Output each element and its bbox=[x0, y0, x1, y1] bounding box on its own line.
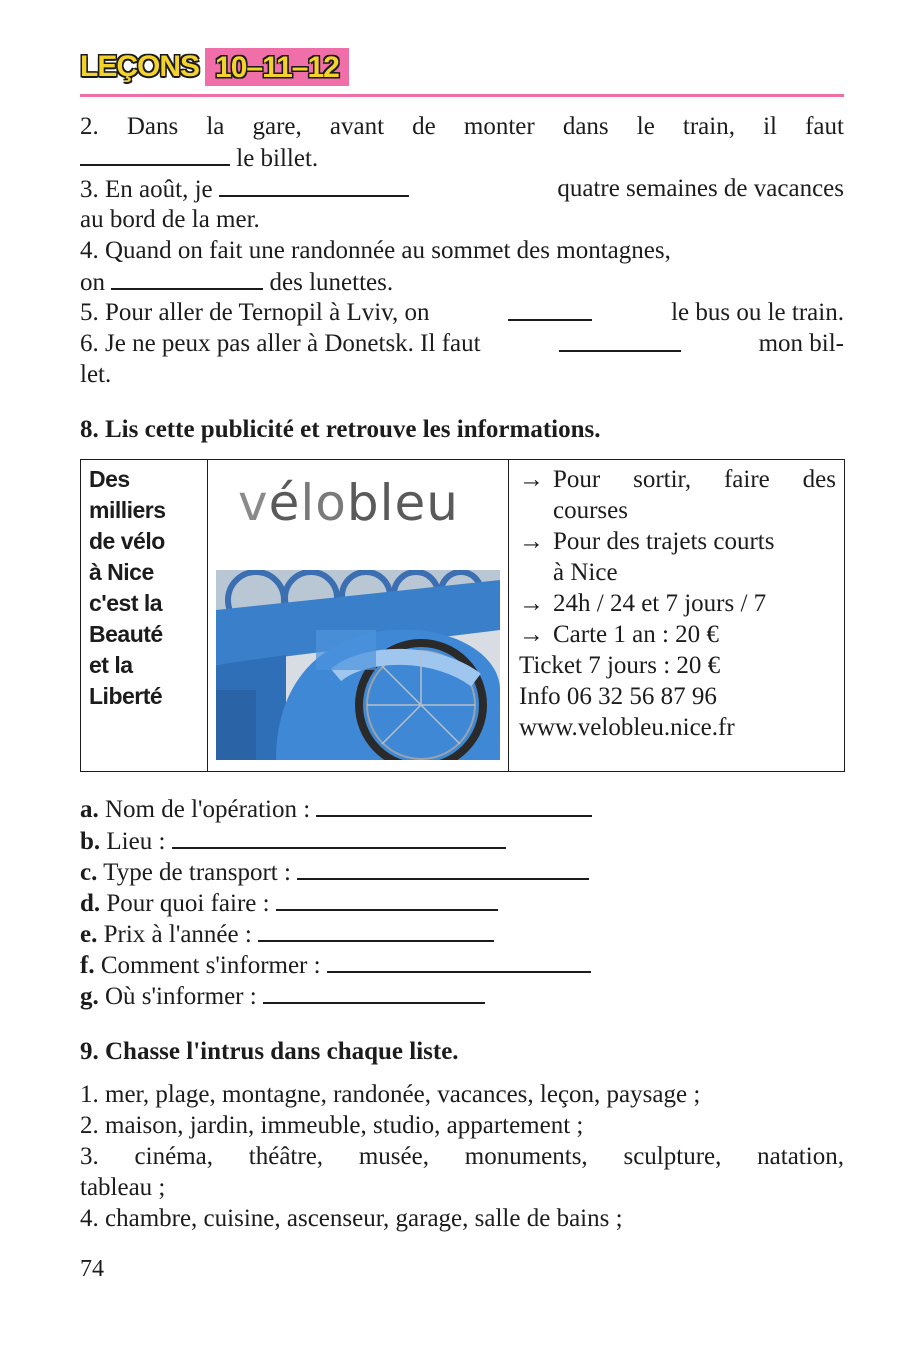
ex7-line-4b: on des lunettes. bbox=[80, 266, 844, 298]
info-phone: Info 06 32 56 87 96 bbox=[519, 683, 717, 710]
question-b: b. Lieu : bbox=[80, 825, 844, 857]
ex8-title: 8. Lis cette publicité et retrouve les informations. bbox=[80, 416, 601, 443]
question-f: f. Comment s'informer : bbox=[80, 949, 844, 981]
ex9-line-3a: 3. cinéma, théâtre, musée, monuments, sculpture, natation, bbox=[80, 1143, 844, 1170]
answer-blank[interactable] bbox=[297, 856, 589, 880]
ex7-line-3b: au bord de la mer. bbox=[80, 206, 260, 233]
question-a: a. Nom de l'opération : bbox=[80, 793, 844, 825]
answer-blank[interactable] bbox=[219, 173, 409, 197]
answer-blank[interactable] bbox=[263, 980, 485, 1004]
answer-blank[interactable] bbox=[80, 142, 230, 166]
answer-blank[interactable] bbox=[316, 793, 592, 817]
answer-blank[interactable] bbox=[172, 825, 506, 849]
answer-blank[interactable] bbox=[111, 266, 263, 290]
ex7-line-4a: 4. Quand on fait une randonnée au sommet des montagnes, bbox=[80, 237, 671, 264]
info-line-4: → Carte 1 an : 20 € bbox=[519, 621, 719, 648]
lesson-title: LEÇONS bbox=[80, 50, 200, 83]
ex7-line-3a: 3. En août, je quatre semaines de vacances bbox=[80, 175, 844, 203]
info-ticket: Ticket 7 jours : 20 € bbox=[519, 652, 721, 679]
velobleu-logo: vélobleu bbox=[238, 474, 459, 532]
info-line-2: → Pour des trajets courts bbox=[519, 528, 775, 555]
answer-blank[interactable] bbox=[258, 918, 494, 942]
lesson-header bbox=[80, 44, 349, 90]
arrow-icon: → bbox=[519, 466, 544, 493]
ex7-line-6a: 6. Je ne peux pas aller à Donetsk. Il faut mon bil- bbox=[80, 330, 844, 357]
advert-slogan: Des milliers de vélo à Nice c'est la Beauté et la Liberté bbox=[81, 460, 208, 772]
ex9-line-3b: tableau ; bbox=[80, 1174, 166, 1201]
info-line-2b: à Nice bbox=[553, 559, 618, 586]
question-d: d. Pour quoi faire : bbox=[80, 887, 844, 919]
answer-blank[interactable] bbox=[508, 297, 592, 321]
ex7-line-5: 5. Pour aller de Ternopil à Lviv, on le bus ou le train. bbox=[80, 299, 844, 326]
arrow-icon: → bbox=[519, 621, 544, 648]
advert-image-cell bbox=[208, 460, 509, 772]
answer-blank[interactable] bbox=[276, 887, 498, 911]
advert-box bbox=[80, 459, 845, 772]
answer-blank[interactable] bbox=[559, 328, 681, 352]
info-line-1b: courses bbox=[553, 497, 628, 524]
advert-info bbox=[509, 460, 845, 772]
question-c: c. Type de transport : bbox=[80, 856, 844, 888]
ex9-title: 9. Chasse l'intrus dans chaque liste. bbox=[80, 1038, 459, 1065]
question-g: g. Où s'informer : bbox=[80, 980, 844, 1012]
ex9-line-1: 1. mer, plage, montagne, randonée, vacances, leçon, paysage ; bbox=[80, 1081, 701, 1108]
arrow-icon: → bbox=[519, 528, 544, 555]
ex7-line-2a: 2. Dans la gare, avant de monter dans le train, il faut bbox=[80, 113, 844, 140]
bicycle-photo bbox=[216, 570, 500, 760]
ex7-line-2b: le billet. bbox=[80, 142, 844, 174]
answer-blank[interactable] bbox=[327, 949, 591, 973]
header-divider bbox=[80, 94, 844, 97]
info-line-3: → 24h / 24 et 7 jours / 7 bbox=[519, 590, 767, 617]
info-line-1: → Pour sortir, faire des bbox=[519, 466, 836, 493]
arrow-icon: → bbox=[519, 590, 544, 617]
lesson-number: 10–11–12 bbox=[205, 48, 349, 86]
ex9-line-4: 4. chambre, cuisine, ascenseur, garage, salle de bains ; bbox=[80, 1205, 623, 1232]
page-number: 74 bbox=[80, 1256, 104, 1282]
ex9-line-2: 2. maison, jardin, immeuble, studio, appartement ; bbox=[80, 1112, 584, 1139]
info-website: www.velobleu.nice.fr bbox=[519, 714, 735, 741]
ex7-line-6b: let. bbox=[80, 361, 112, 388]
question-e: e. Prix à l'année : bbox=[80, 918, 844, 950]
